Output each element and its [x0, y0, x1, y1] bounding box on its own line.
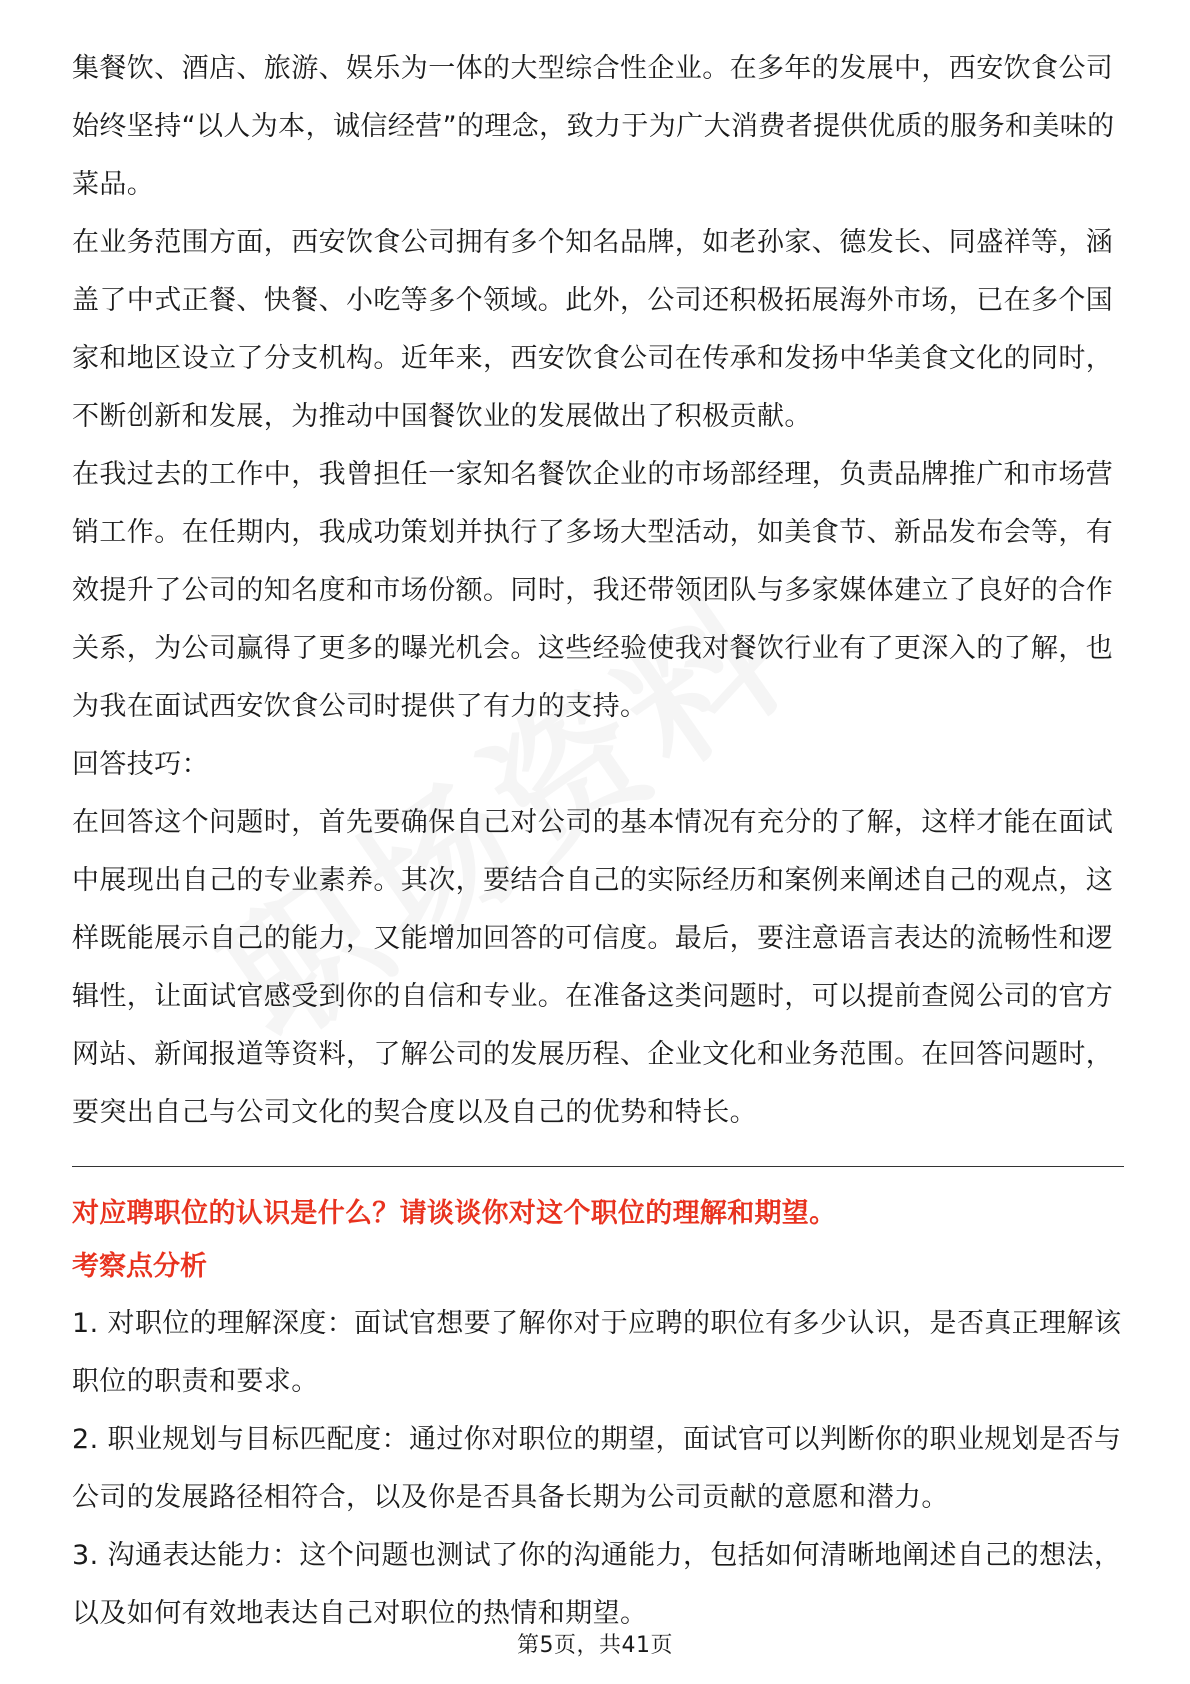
document-page: [72, 40, 1124, 1643]
body-paragraph: 在回答这个问题时，首先要确保自己对公司的基本情况有充分的了解，这样才能在面试中展现出自己的专业素养。其次，要结合自己的实际经历和案例来阐述自己的观点，这样既能展示自己的能力，又能增加回答的可信度。最后，要注意语言表达的流畅性和逻辑性，让面试官感受到你的自信和专业。在准备这类问题时，可以提前查阅公司的官方网站、新闻报道等资料，了解公司的发展历程、企业文化和业务范围。在回答问题时，要突出自己与公司文化的契合度以及自己的优势和特长。: [72, 807, 1114, 1128]
body-paragraph: 在我过去的工作中，我曾担任一家知名餐饮企业的市场部经理，负责品牌推广和市场营销工作。在任期内，我成功策划并执行了多场大型活动，如美食节、新品发布会等，有效提升了公司的知名度和市场份额。同时，我还带领团队与多家媒体建立了良好的合作关系，为公司赢得了更多的曝光机会。这些经验使我对餐饮行业有了更深入的了解，也为我在面试西安饮食公司时提供了有力的支持。: [72, 459, 1114, 722]
body-paragraph: 集餐饮、酒店、旅游、娱乐为一体的大型综合性企业。在多年的发展中，西安饮食公司始终坚持“以人为本，诚信经营”的理念，致力于为广大消费者提供优质的服务和美味的菜品。: [72, 53, 1115, 200]
analysis-item: 2. 职业规划与目标匹配度：通过你对职位的期望，面试官可以判断你的职业规划是否与公司的发展路径相符合，以及你是否具备长期为公司贡献的意愿和潜力。: [72, 1424, 1122, 1513]
analysis-item: 1. 对职位的理解深度：面试官想要了解你对于应聘的职位有多少认识，是否真正理解该职位的职责和要求。: [72, 1308, 1122, 1397]
page-number-footer: 第5页，共41页: [517, 1633, 673, 1658]
answer-tips-label: 回答技巧：: [72, 749, 209, 780]
question-title: 对应聘职位的认识是什么？请谈谈你对这个职位的理解和期望。: [72, 1198, 837, 1229]
section-divider: [72, 1166, 1124, 1167]
analysis-heading: 考察点分析: [72, 1251, 207, 1282]
analysis-item: 3. 沟通表达能力：这个问题也测试了你的沟通能力，包括如何清晰地阐述自己的想法，以及如何有效地表达自己对职位的热情和期望。: [72, 1540, 1122, 1629]
body-paragraph: 在业务范围方面，西安饮食公司拥有多个知名品牌，如老孙家、德发长、同盛祥等，涵盖了中式正餐、快餐、小吃等多个领域。此外，公司还积极拓展海外市场，已在多个国家和地区设立了分支机构。近年来，西安饮食公司在传承和发扬中华美食文化的同时，不断创新和发展，为推动中国餐饮业的发展做出了积极贡献。: [72, 227, 1114, 432]
